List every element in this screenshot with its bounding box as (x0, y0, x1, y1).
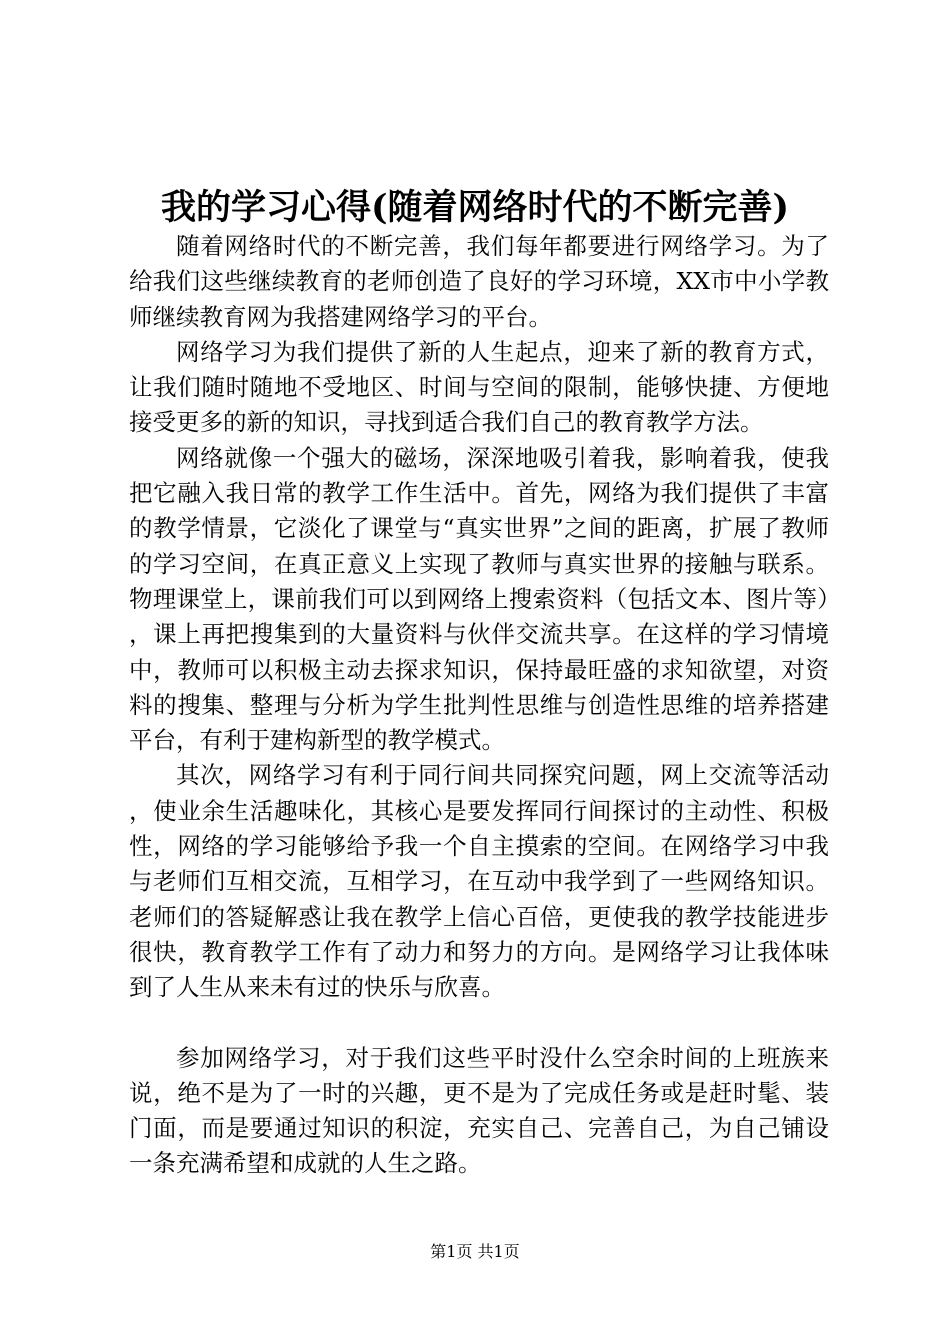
paragraph-4: 其次，网络学习有利于同行间共同探究问题，网上交流等活动，使业余生活趣味化，其核心是要发挥同行间探讨的主动性、积极性，网络的学习能够给予我一个自主摸索的空间。在网络学习中我与老师们互相交流，互相学习，在互动中我学到了一些网络知识。老师们的答疑解惑让我在教学上信心百倍，更使我的教学技能进步很快，教育教学工作有了动力和努力的方向。是网络学习让我体味到了人生从来未有过的快乐与欣喜。 (129, 761, 829, 1002)
paragraph-1: 随着网络时代的不断完善，我们每年都要进行网络学习。为了给我们这些继续教育的老师创造了良好的学习环境，XX市中小学教师继续教育网为我搭建网络学习的平台。 (129, 232, 829, 331)
paragraph-3: 网络就像一个强大的磁场，深深地吸引着我，影响着我，使我把它融入我日常的教学工作生活中。首先，网络为我们提供了丰富的教学情景，它淡化了课堂与“真实世界”之间的距离，扩展了教师的学习空间，在真正意义上实现了教师与真实世界的接触与联系。物理课堂上，课前我们可以到网络上搜索资料（包括文本、图片等），课上再把搜集到的大量资料与伙伴交流共享。在这样的学习情境中，教师可以积极主动去探求知识，保持最旺盛的求知欲望，对资料的搜集、整理与分析为学生批判性思维与创造性思维的培养搭建平台，有利于建构新型的教学模式。 (129, 443, 829, 755)
page-number-footer: 第1页 共1页 (430, 1242, 520, 1261)
document-title: 我的学习心得(随着网络时代的不断完善) (160, 187, 790, 228)
paragraph-5: 参加网络学习，对于我们这些平时没什么空余时间的上班族来说，绝不是为了一时的兴趣，更不是为了完成任务或是赶时髦、装门面，而是要通过知识的积淀，充实自己、完善自己，为自己铺设一条充满希望和成就的人生之路。 (129, 1043, 829, 1178)
paragraph-2: 网络学习为我们提供了新的人生起点，迎来了新的教育方式，让我们随时随地不受地区、时间与空间的限制，能够快捷、方便地接受更多的新的知识，寻找到适合我们自己的教育教学方法。 (129, 337, 829, 437)
document-body (129, 229, 829, 1182)
